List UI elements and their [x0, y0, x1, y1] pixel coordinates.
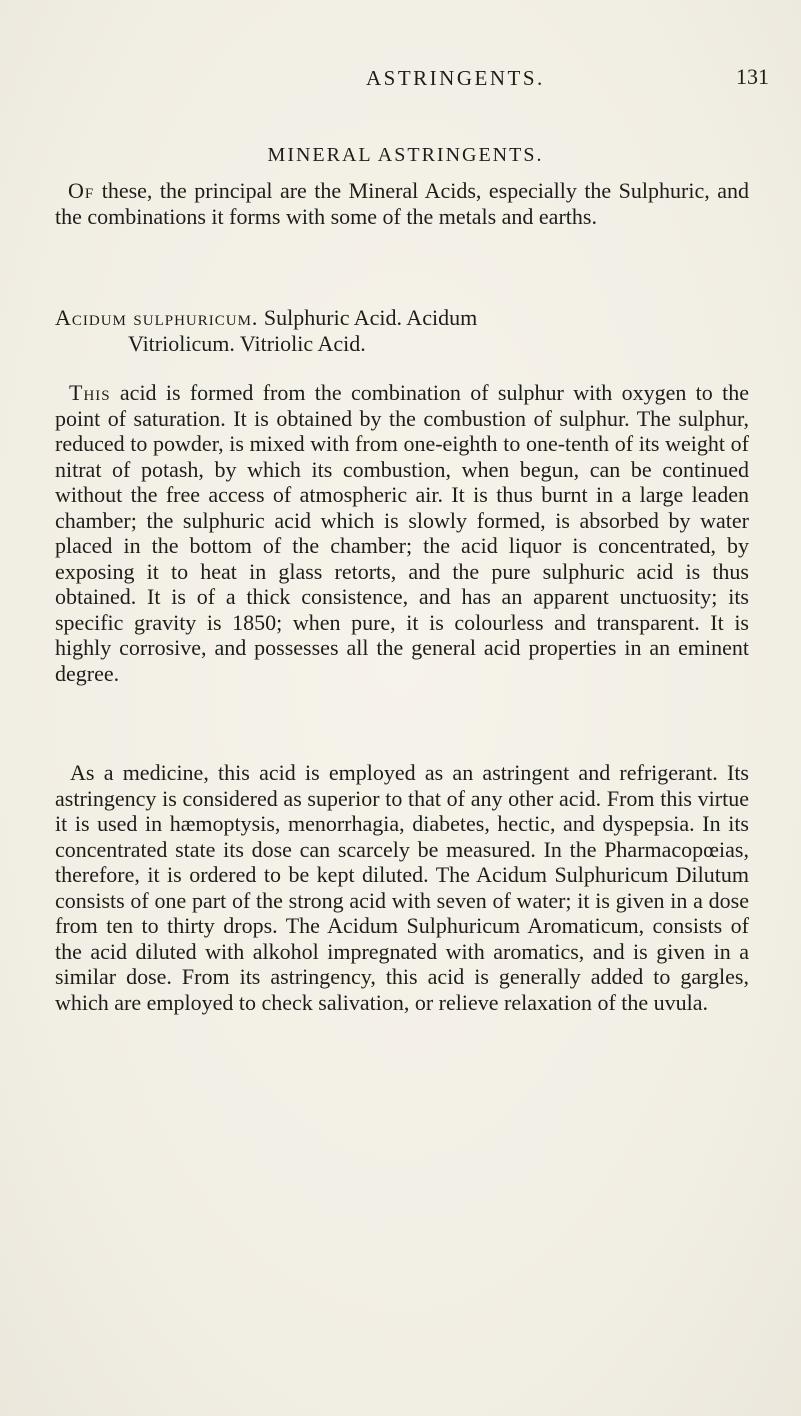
entry-title-lead: Acidum: [55, 305, 127, 330]
description-lead-word: This: [69, 380, 111, 405]
section-heading: MINERAL ASTRINGENTS.: [267, 144, 544, 166]
medicine-paragraph: As a medicine, this acid is employed as an astringent and refrigerant. Its astringency is considered as superior to that of any other acid. From this virtue it is used in hæmoptysis, menorrhagia, diabetes, hectic, and dyspepsia. In its concentrated state its dose can scarcely be measured. In the Pharmacopœias, therefore, it is ordered to be kept diluted. The Acidum Sulphuricum Dilutum consists of one part of the strong acid with seven of water; it is given in a dose from ten to thirty drops. The Acidum Sulphuricum Aromaticum, consists of the acid diluted with alkohol impregnated with aromatics, and is given in a similar dose. From its astringency, this acid is generally added to gargles, which are employed to check salivation, or relieve relaxation of the uvula.: [55, 760, 749, 1015]
entry-title-rest: Sulphuric Acid. Acidum: [258, 305, 478, 330]
page-number: 131: [736, 64, 769, 89]
intro-lead-word: Of: [68, 178, 95, 203]
description-text: acid is formed from the combination of sulphur with oxygen to the point of saturation. It is obtained by the combustion of sulphur. The sulphur, reduced to powder, is mixed with from one-eighth to one-tenth of its weight of nitrat of potash, by which its combustion, when begun, can be continued without the free access of atmospheric air. It is thus burnt in a large leaden chamber; the sulphuric acid which is slowly formed, is absorbed by water placed in the bottom of the chamber; the acid liquor is concentrated, by exposing it to heat in glass retorts, and the pure sulphuric acid is thus obtained. It is of a thick consistence, and has an apparent unctuosity; its specific gravity is 1850; when pure, it is colourless and transparent. It is highly corrosive, and possesses all the general acid properties in an eminent degree.: [55, 380, 749, 686]
entry-title-smallcaps: sulphuricum.: [126, 305, 259, 330]
intro-paragraph: [55, 178, 749, 229]
entry-synonyms: Vitriolicum. Vitriolic Acid.: [128, 330, 366, 356]
intro-text: these, the principal are the Mineral Acids, especially the Sulphuric, and the combinations it forms with some of the metals and earths.: [55, 178, 749, 229]
entry-heading: [55, 305, 749, 356]
running-header: ASTRINGENTS.: [366, 66, 545, 90]
description-paragraph: [55, 380, 749, 686]
